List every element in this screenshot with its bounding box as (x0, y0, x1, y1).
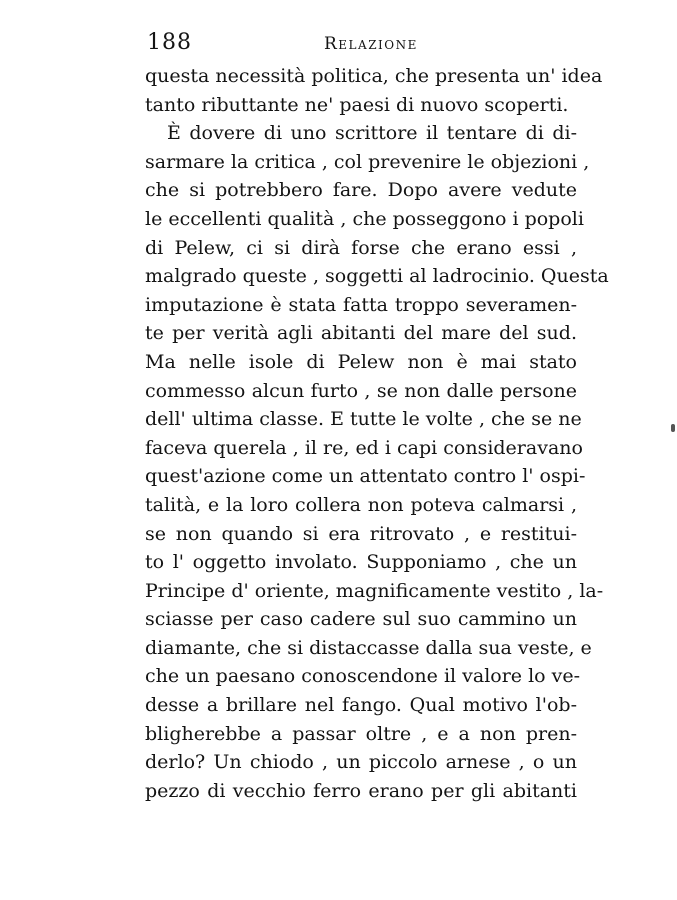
text-line: se non quando si era ritrovato , e restitui- (145, 522, 577, 545)
text-line: che si potrebbero fare. Dopo avere vedute (145, 179, 577, 202)
text-line: commesso alcun furto , se non dalle persone (145, 379, 577, 402)
text-line: dell' ultima classe. E tutte le volte , che se ne (145, 408, 582, 431)
text-line: È dovere di uno scrittore il tentare di di- (167, 122, 577, 145)
text-line: tanto ributtante ne' paesi di nuovo scoperti. (145, 93, 569, 116)
text-line: Ma nelle isole di Pelew non è mai stato (145, 350, 577, 373)
text-line: imputazione è stata fatta troppo severamen- (145, 293, 577, 316)
text-line: desse a brillare nel fango. Qual motivo l'ob- (145, 694, 577, 717)
text-line: malgrado queste , soggetti al ladrocinio. Questa (145, 265, 609, 288)
text-line: to l' oggetto involato. Supponiamo , che un (145, 551, 577, 574)
running-head: Relazione (324, 34, 418, 54)
text-line: pezzo di vecchio ferro erano per gli abitanti (145, 779, 577, 802)
body-text (145, 62, 609, 805)
page-header (147, 30, 577, 62)
text-line: che un paesano conoscendone il valore lo ve- (145, 665, 581, 688)
text-line: Principe d' oriente, magnificamente vestito , la- (145, 579, 604, 602)
text-line: questa necessità politica, che presenta un' idea (145, 65, 603, 87)
text-line: quest'azione come un attentato contro l' ospi- (145, 465, 586, 488)
text-line: te per verità agli abitanti del mare del sud. (145, 322, 577, 345)
text-line: di Pelew, ci si dirà forse che erano essi , (145, 236, 577, 259)
text-line: talità, e la loro collera non poteva calmarsi , (145, 493, 577, 516)
text-line: faceva querela , il re, ed i capi consideravano (145, 436, 583, 459)
page-edge-mark (671, 424, 675, 432)
text-line: bligherebbe a passar oltre , e a non pren- (145, 722, 577, 745)
text-line: diamante, che si distaccasse dalla sua veste, e (145, 636, 592, 659)
text-line: derlo? Un chiodo , un piccolo arnese , o un (145, 751, 577, 774)
text-line: sarmare la critica , col prevenire le objezioni , (145, 150, 590, 173)
text-line: le eccellenti qualità , che posseggono i popoli (145, 207, 584, 230)
page-number: 188 (147, 30, 192, 55)
text-line: sciasse per caso cadere sul suo cammino un (145, 608, 577, 631)
